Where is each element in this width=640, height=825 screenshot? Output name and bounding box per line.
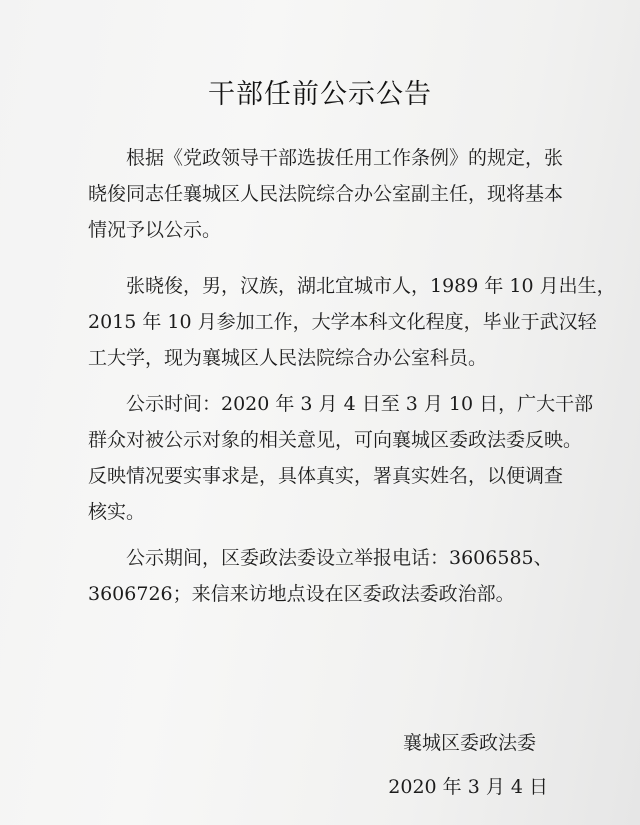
paragraph-line: 晓俊同志任襄城区人民法院综合办公室副主任，现将基本 <box>88 183 564 205</box>
page-title: 干部任前公示公告 <box>208 79 432 110</box>
paragraph-line: 群众对被公示对象的相关意见，可向襄城区委政法委反映。 <box>88 429 583 451</box>
paragraph-line: 张晓俊，男，汉族，湖北宜城市人，1989 年 10 月出生， <box>126 275 616 297</box>
signature-organization: 襄城区委政法委 <box>402 732 536 754</box>
paragraph-appointment <box>88 140 564 248</box>
paragraph-line: 情况予以公示。 <box>88 219 222 241</box>
paragraph-line: 2015 年 10 月参加工作，大学本科文化程度，毕业于武汉轻 <box>88 311 597 333</box>
paragraph-line: 公示期间，区委政法委设立举报电话：3606585、 <box>126 547 553 569</box>
paragraph-line: 核实。 <box>88 501 146 523</box>
paragraph-line: 工大学，现为襄城区人民法院综合办公室科员。 <box>88 347 488 369</box>
paragraph-line: 公示时间：2020 年 3 月 4 日至 3 月 10 日，广大干部 <box>126 393 594 415</box>
paragraph-line: 反映情况要实事求是，具体真实，署真实姓名，以便调查 <box>88 465 564 487</box>
paragraph-contact <box>88 540 558 612</box>
paragraph-line: 根据《党政领导干部选拔任用工作条例》的规定，张 <box>126 147 564 169</box>
paragraph-line: 3606726；来信来访地点设在区委政法委政治部。 <box>88 583 515 605</box>
paragraph-notice-period <box>88 386 594 530</box>
paragraph-profile <box>88 268 616 376</box>
signature-date: 2020 年 3 月 4 日 <box>388 776 548 798</box>
